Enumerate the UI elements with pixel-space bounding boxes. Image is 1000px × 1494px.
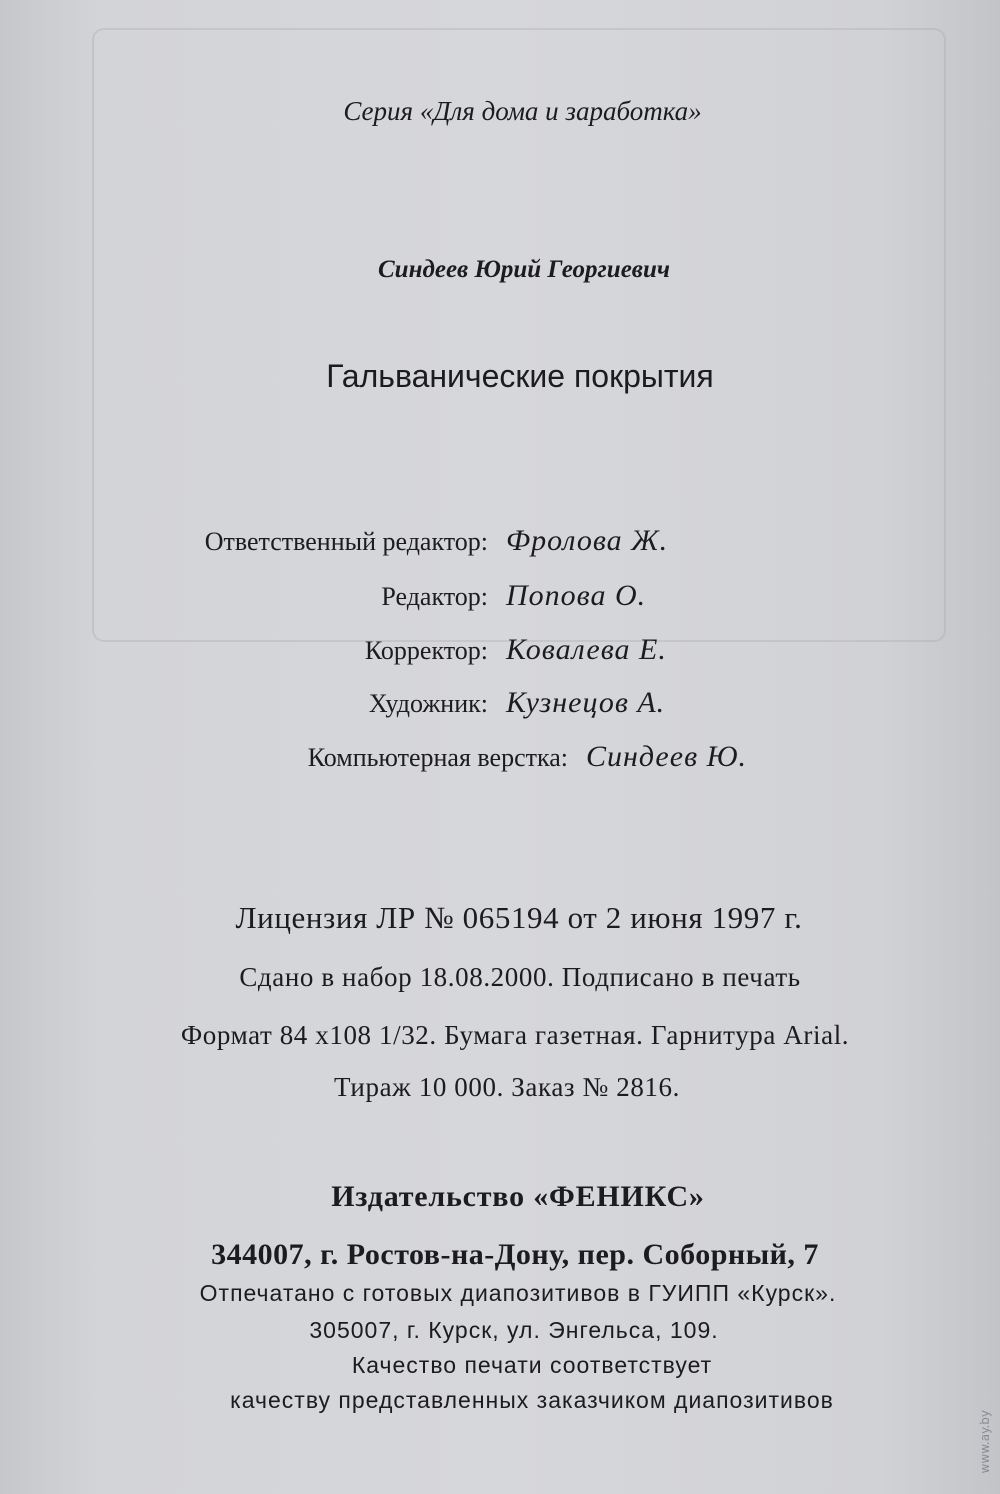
quality-line-1: Качество печати соответствует xyxy=(351,1352,713,1378)
license-line: Лицензия ЛР № 065194 от 2 июня 1997 г. xyxy=(235,900,803,935)
credit-name: Кузнецов А. xyxy=(506,686,666,719)
series-line: Серия «Для дома и заработка» xyxy=(343,96,702,126)
credit-role: Ответственный редактор: xyxy=(204,527,488,556)
credit-role: Корректор: xyxy=(364,636,488,665)
quality-line-2: качеству представленных заказчиком диапозитивов xyxy=(230,1387,834,1413)
book-title: Гальванические покрытия xyxy=(326,358,714,394)
credit-name: Синдеев Ю. xyxy=(586,740,748,773)
author-name: Синдеев Юрий Георгиевич xyxy=(378,256,670,283)
credit-role: Художник: xyxy=(368,689,488,718)
credit-role: Компьютерная верстка: xyxy=(307,743,568,772)
credit-name: Фролова Ж. xyxy=(506,524,669,557)
printed-by-line: Отпечатано с готовых диапозитивов в ГУИПП «Курск». xyxy=(199,1280,837,1306)
credit-name: Попова О. xyxy=(506,579,647,612)
printer-address-line: 305007, г. Курск, ул. Энгельса, 109. xyxy=(309,1317,719,1343)
publisher-address: 344007, г. Ростов-на-Дону, пер. Соборный, 7 xyxy=(211,1238,819,1271)
print-run-line: Тираж 10 000. Заказ № 2816. xyxy=(334,1072,680,1102)
credit-role: Редактор: xyxy=(381,582,488,611)
credit-name: Ковалева Е. xyxy=(506,633,667,666)
format-line: Формат 84 х108 1/32. Бумага газетная. Гарнитура Arial. xyxy=(180,1020,850,1050)
typeset-line: Сдано в набор 18.08.2000. Подписано в печать xyxy=(239,962,801,992)
publisher-name: Издательство «ФЕНИКС» xyxy=(331,1180,705,1213)
watermark: www.ay.by xyxy=(978,1410,992,1474)
